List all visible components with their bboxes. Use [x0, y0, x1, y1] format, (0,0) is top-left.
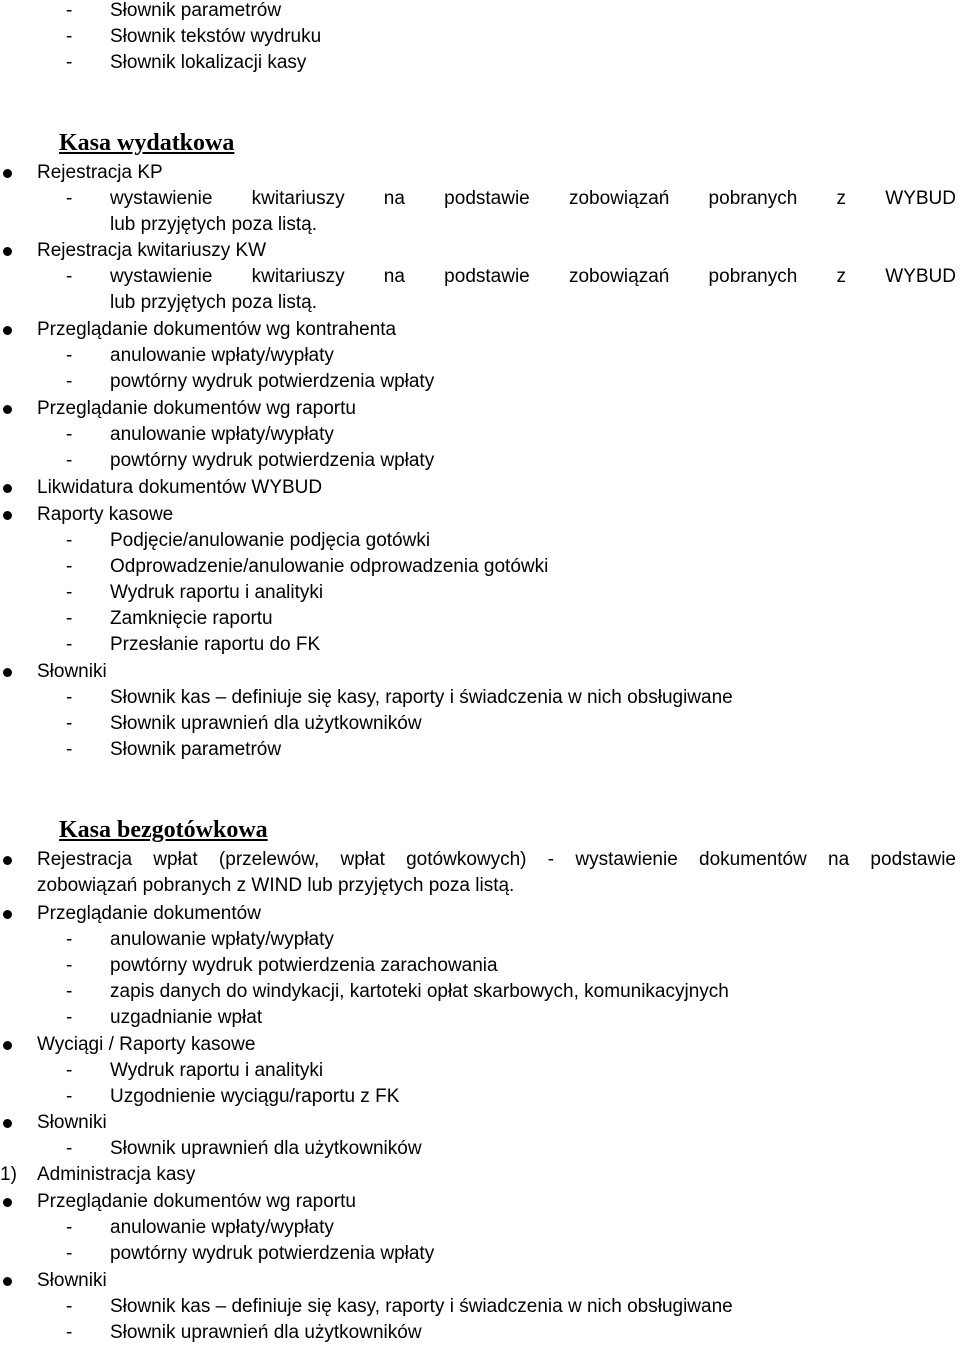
bullet-item	[0, 1268, 960, 1294]
bullet-marker	[3, 511, 12, 520]
sub-item-text: powtórny wydruk potwierdzenia zarachowania	[110, 955, 498, 976]
sub-item-text: Słownik kas – definiuje się kasy, raporty i świadczenia w nich obsługiwane	[110, 687, 733, 708]
bullet-marker	[3, 856, 12, 865]
dash-marker: -	[66, 530, 73, 551]
dash-marker: -	[66, 450, 73, 471]
numbered-item	[0, 1162, 960, 1188]
bullet-item	[0, 901, 960, 927]
bullet-item-text: Słowniki	[37, 1270, 107, 1291]
sub-item-text: Wydruk raportu i analityki	[110, 582, 324, 603]
dash-marker: -	[66, 981, 73, 1002]
sub-item	[0, 1136, 960, 1162]
bullet-item-text: Rejestracja kwitariuszy KW	[37, 240, 267, 261]
numbered-item-text: Administracja kasy	[37, 1164, 196, 1185]
dash-marker: -	[66, 955, 73, 976]
dash-marker: -	[66, 1217, 73, 1238]
sub-item-text: Słownik uprawnień dla użytkowników	[110, 1138, 422, 1159]
list-item-text: Słownik lokalizacji kasy	[110, 52, 307, 73]
dash-marker: -	[66, 1138, 73, 1159]
sub-item	[0, 1215, 960, 1241]
sub-item	[0, 1058, 960, 1084]
sub-item	[0, 369, 960, 395]
sub-item-text: lub przyjętych poza listą.	[110, 292, 317, 313]
sub-item-text: anulowanie wpłaty/wypłaty	[110, 929, 334, 950]
sub-item-text: wystawienie kwitariuszy na podstawie zobowiązań pobranych z WYBUD	[110, 188, 956, 209]
dash-marker: -	[66, 1243, 73, 1264]
sub-item-text: Uzgodnienie wyciągu/raportu z FK	[110, 1086, 400, 1107]
bullet-item	[0, 475, 960, 501]
dash-marker: -	[66, 1007, 73, 1028]
bullet-item-text: Rejestracja KP	[37, 162, 163, 183]
dash-marker: -	[66, 634, 73, 655]
sub-item-continuation	[0, 290, 960, 316]
dash-marker: -	[66, 556, 73, 577]
bullet-marker	[3, 247, 12, 256]
section-heading-kasa-bezgotowkowa: Kasa bezgotówkowa	[59, 817, 268, 843]
sub-item	[0, 1084, 960, 1110]
sub-item	[0, 979, 960, 1005]
bullet-item-text: Przeglądanie dokumentów	[37, 903, 261, 924]
sub-item-text: uzgadnianie wpłat	[110, 1007, 263, 1028]
bullet-item-text: Raporty kasowe	[37, 504, 174, 525]
dash-marker: -	[66, 1322, 73, 1343]
sub-item-text: powtórny wydruk potwierdzenia wpłaty	[110, 1243, 435, 1264]
bullet-item	[0, 160, 960, 186]
bullet-item	[0, 238, 960, 264]
list-item	[0, 0, 960, 24]
bullet-item-continuation	[0, 873, 960, 899]
bullet-item	[0, 659, 960, 685]
bullet-marker	[3, 405, 12, 414]
sub-item	[0, 528, 960, 554]
sub-item-text: Podjęcie/anulowanie podjęcia gotówki	[110, 530, 431, 551]
sub-item-text: powtórny wydruk potwierdzenia wpłaty	[110, 450, 435, 471]
sub-item-text: Zamknięcie raportu	[110, 608, 273, 629]
section-heading-kasa-wydatkowa: Kasa wydatkowa	[59, 130, 235, 156]
bullet-item-text: Słowniki	[37, 661, 107, 682]
sub-item-text: Słownik parametrów	[110, 739, 282, 760]
sub-item-text: lub przyjętych poza listą.	[110, 214, 317, 235]
sub-item-text: Słownik uprawnień dla użytkowników	[110, 713, 422, 734]
bullet-item	[0, 502, 960, 528]
bullet-item	[0, 847, 960, 873]
sub-item-text: Słownik kas – definiuje się kasy, raporty i świadczenia w nich obsługiwane	[110, 1296, 733, 1317]
sub-item-text: anulowanie wpłaty/wypłaty	[110, 345, 334, 366]
sub-item-text: zapis danych do windykacji, kartoteki opłat skarbowych, komunikacyjnych	[110, 981, 729, 1002]
sub-item	[0, 606, 960, 632]
dash-marker: -	[66, 739, 73, 760]
sub-item	[0, 737, 960, 763]
dash-marker: -	[66, 1086, 73, 1107]
sub-item	[0, 685, 960, 711]
list-item	[0, 24, 960, 50]
sub-item	[0, 1320, 960, 1346]
bullet-marker	[3, 1119, 12, 1128]
sub-item-text: anulowanie wpłaty/wypłaty	[110, 1217, 334, 1238]
sub-item	[0, 953, 960, 979]
list-item-text: Słownik parametrów	[110, 0, 282, 21]
bullet-item-text: Likwidatura dokumentów WYBUD	[37, 477, 323, 498]
sub-item	[0, 343, 960, 369]
sub-item-text: Przesłanie raportu do FK	[110, 634, 321, 655]
sub-item	[0, 1241, 960, 1267]
sub-item-text: wystawienie kwitariuszy na podstawie zobowiązań pobranych z WYBUD	[110, 266, 956, 287]
list-item	[0, 50, 960, 76]
sub-item-text: Odprowadzenie/anulowanie odprowadzenia gotówki	[110, 556, 549, 577]
bullet-item	[0, 317, 960, 343]
bullet-marker	[3, 484, 12, 493]
bullet-marker	[3, 668, 12, 677]
sub-item	[0, 264, 960, 290]
bullet-marker	[3, 1041, 12, 1050]
dash-marker: -	[66, 26, 73, 47]
dash-marker: -	[66, 1296, 73, 1317]
bullet-item-text: Przeglądanie dokumentów wg raportu	[37, 1191, 356, 1212]
bullet-item-text: Wyciągi / Raporty kasowe	[37, 1034, 256, 1055]
bullet-item-text: Przeglądanie dokumentów wg raportu	[37, 398, 356, 419]
sub-item	[0, 580, 960, 606]
bullet-item-text: zobowiązań pobranych z WIND lub przyjętych poza listą.	[37, 875, 515, 896]
sub-item	[0, 927, 960, 953]
sub-item	[0, 554, 960, 580]
sub-item	[0, 422, 960, 448]
dash-marker: -	[66, 687, 73, 708]
bullet-item	[0, 1189, 960, 1215]
bullet-item-text: Przeglądanie dokumentów wg kontrahenta	[37, 319, 397, 340]
bullet-marker	[3, 326, 12, 335]
bullet-item	[0, 1032, 960, 1058]
item-number: 1)	[0, 1164, 17, 1185]
sub-item-text: anulowanie wpłaty/wypłaty	[110, 424, 334, 445]
sub-item	[0, 711, 960, 737]
dash-marker: -	[66, 0, 73, 21]
sub-item-continuation	[0, 212, 960, 238]
dash-marker: -	[66, 582, 73, 603]
dash-marker: -	[66, 1060, 73, 1081]
dash-marker: -	[66, 608, 73, 629]
sub-item-text: Słownik uprawnień dla użytkowników	[110, 1322, 422, 1343]
sub-item	[0, 632, 960, 658]
sub-item-text: powtórny wydruk potwierdzenia wpłaty	[110, 371, 435, 392]
sub-item	[0, 186, 960, 212]
bullet-marker	[3, 169, 12, 178]
dash-marker: -	[66, 713, 73, 734]
dash-marker: -	[66, 52, 73, 73]
dash-marker: -	[66, 345, 73, 366]
dash-marker: -	[66, 188, 73, 209]
dash-marker: -	[66, 371, 73, 392]
list-item-text: Słownik tekstów wydruku	[110, 26, 322, 47]
dash-marker: -	[66, 266, 73, 287]
bullet-marker	[3, 1277, 12, 1286]
dash-marker: -	[66, 424, 73, 445]
bullet-marker	[3, 910, 12, 919]
bullet-item	[0, 396, 960, 422]
bullet-item-text: Rejestracja wpłat (przelewów, wpłat gotówkowych) - wystawienie dokumentów na podstawie	[37, 849, 956, 870]
sub-item	[0, 1005, 960, 1031]
sub-item-text: Wydruk raportu i analityki	[110, 1060, 324, 1081]
bullet-item	[0, 1110, 960, 1136]
bullet-marker	[3, 1198, 12, 1207]
sub-item	[0, 1294, 960, 1320]
dash-marker: -	[66, 929, 73, 950]
bullet-item-text: Słowniki	[37, 1112, 107, 1133]
sub-item	[0, 448, 960, 474]
